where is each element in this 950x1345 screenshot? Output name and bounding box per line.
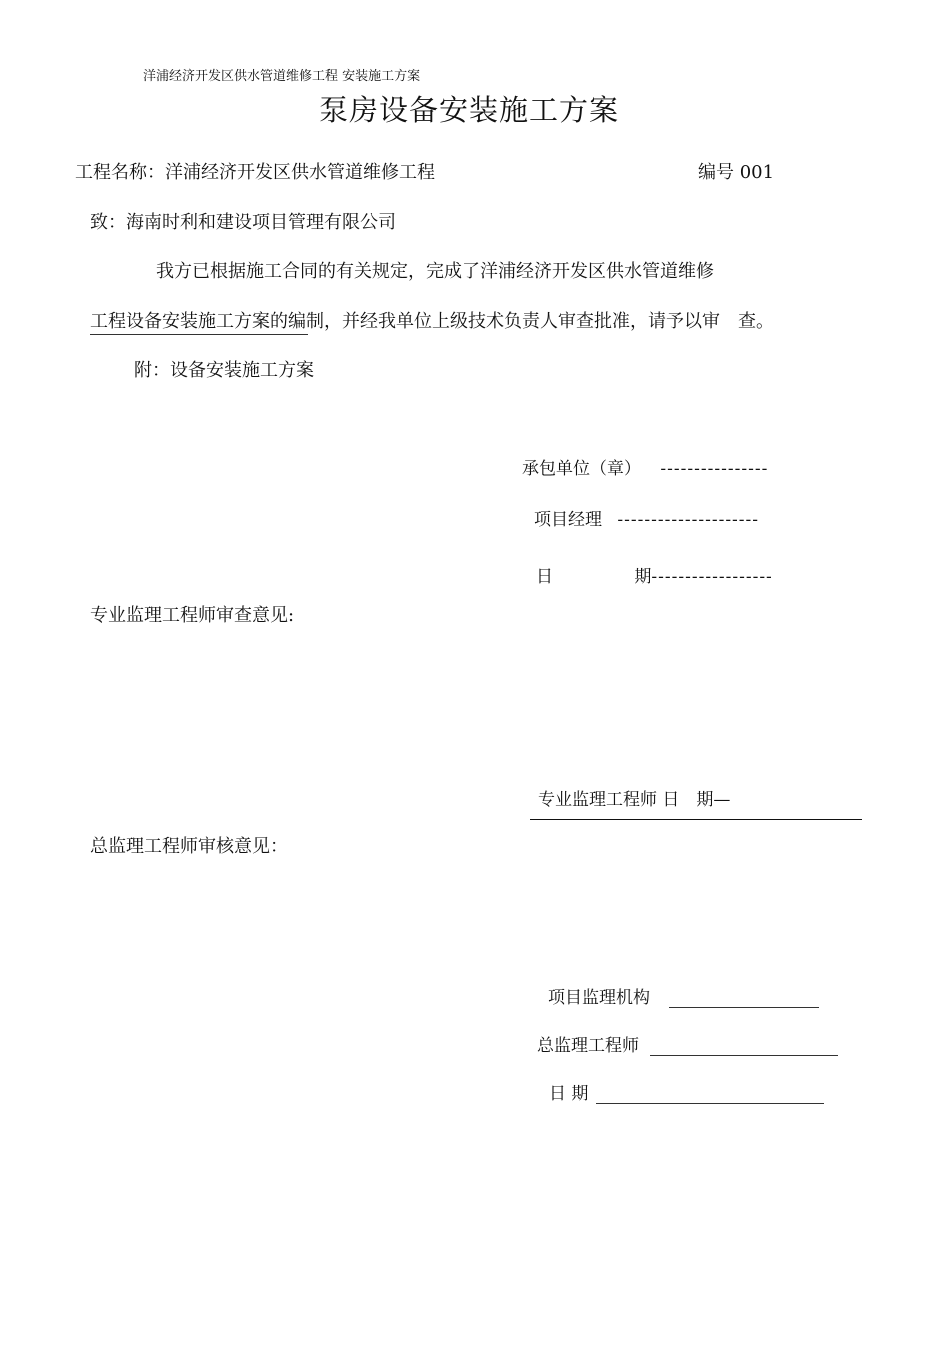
document-number: 编号 001 xyxy=(698,162,775,183)
contractor-unit-label: 承包单位（章） xyxy=(522,459,641,479)
document-title: 泵房设备安装施工方案 xyxy=(318,93,619,127)
contractor-date-label-1: 日 xyxy=(536,567,553,587)
paragraph-line-1: 我方已根据施工合同的有关规定，完成了洋浦经济开发区供水管道维修 xyxy=(156,261,714,282)
attachment-note: 附：设备安装施工方案 xyxy=(134,360,314,381)
specialist-sign-line xyxy=(530,819,862,820)
project-manager-label: 项目经理 xyxy=(534,510,602,530)
contractor-date-dashes: ------------------ xyxy=(651,567,773,587)
chief-engineer-line xyxy=(650,1037,838,1056)
chief-date-row xyxy=(549,1079,824,1104)
specialist-opinion-label: 专业监理工程师审查意见: xyxy=(90,605,295,626)
chief-engineer-row xyxy=(537,1031,838,1056)
contractor-date-label-2: 期 xyxy=(634,567,652,587)
project-manager-dashes: --------------------- xyxy=(617,510,760,530)
contractor-date-row xyxy=(536,562,773,587)
supervision-org-line xyxy=(669,989,819,1008)
addressee: 致：海南时利和建设项目管理有限公司 xyxy=(90,212,396,233)
chief-engineer-label: 总监理工程师 xyxy=(537,1036,639,1056)
paragraph-line-2: 工程设备安装施工方案的编制，并经我单位上级技术负责人审查批准，请予以审 查。 xyxy=(90,311,774,332)
chief-date-label: 日 期 xyxy=(549,1084,589,1104)
project-manager-row xyxy=(534,505,759,530)
contractor-unit-dashes: ---------------- xyxy=(660,459,769,479)
chief-date-line xyxy=(596,1085,824,1104)
contractor-unit-row xyxy=(522,454,768,479)
underline-mark xyxy=(90,334,308,335)
running-header: 洋浦经济开发区供水管道维修工程 安装施工方案 xyxy=(143,69,421,84)
project-name-label: 工程名称：洋浦经济开发区供水管道维修工程 xyxy=(75,162,435,183)
specialist-sign-label: 专业监理工程师 日 期— xyxy=(538,790,731,810)
supervision-org-label: 项目监理机构 xyxy=(548,988,650,1008)
supervision-org-row xyxy=(548,983,819,1008)
chief-opinion-label: 总监理工程师审核意见： xyxy=(90,836,288,857)
